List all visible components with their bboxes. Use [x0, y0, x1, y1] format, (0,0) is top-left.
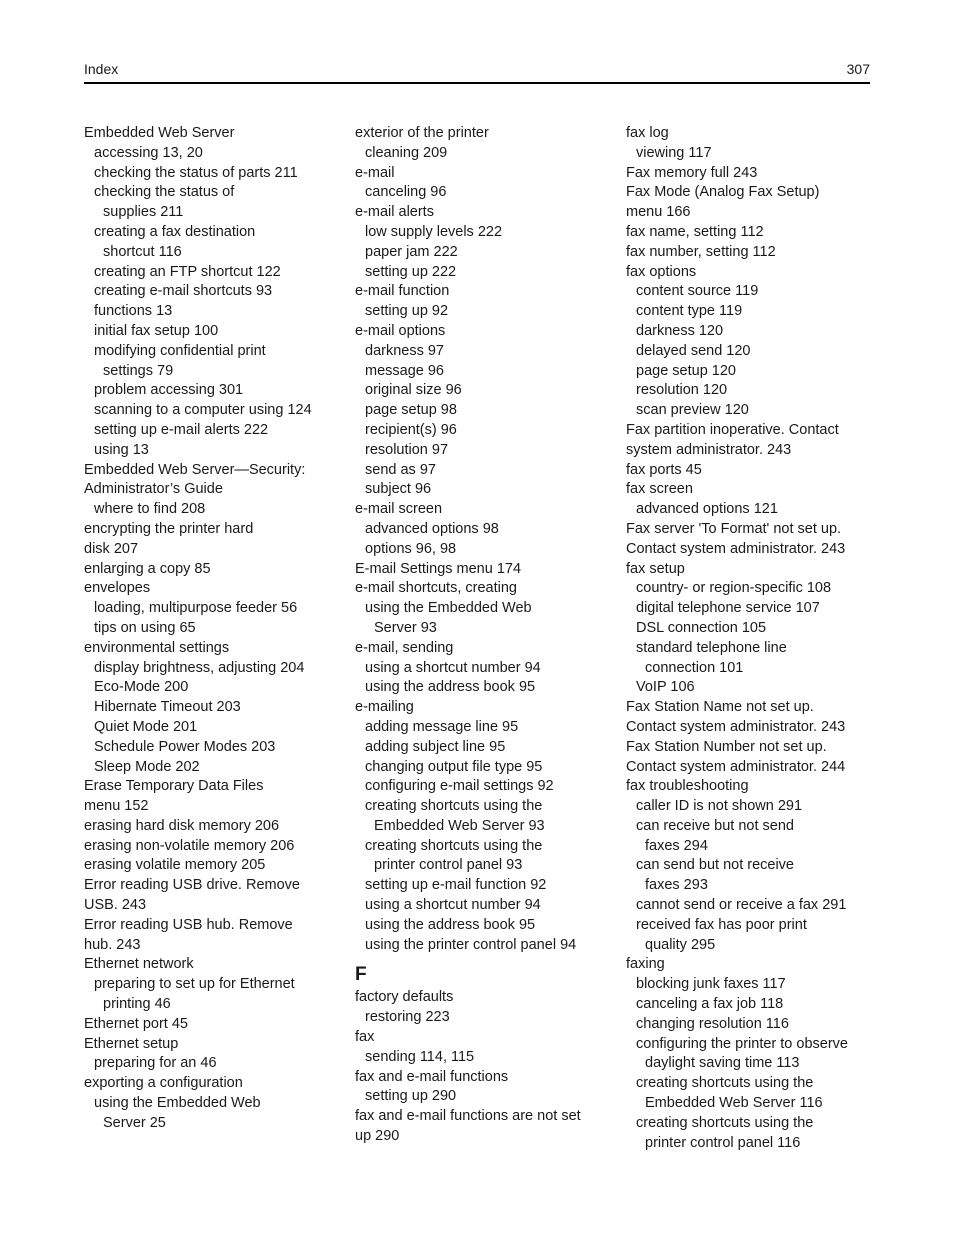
index-entry: Ethernet network [84, 956, 194, 973]
index-subentry: configuring the printer to observe [636, 1035, 848, 1052]
index-subentry: creating shortcuts using the [636, 1114, 814, 1131]
index-entry: Fax partition inoperative. Contact [626, 421, 839, 438]
index-subentry: printing 46 [103, 996, 171, 1013]
index-subentry: original size 96 [365, 382, 462, 399]
index-subentry: received fax has poor print [636, 916, 807, 933]
index-section-letter: F [355, 964, 367, 986]
index-entry: E-mail Settings menu 174 [355, 560, 522, 577]
index-subentry: initial fax setup 100 [94, 322, 219, 339]
index-subentry: setting up 222 [365, 263, 457, 280]
index-subentry: accessing 13, 20 [94, 144, 203, 161]
index-entry: hub. 243 [84, 936, 141, 953]
index-subentry: Sleep Mode 202 [94, 758, 200, 775]
index-subentry: preparing to set up for Ethernet [94, 976, 295, 993]
index-subentry: restoring 223 [365, 1009, 450, 1026]
index-entry: e-mail alerts [355, 204, 434, 221]
index-subentry: changing resolution 116 [636, 1015, 789, 1032]
index-subentry: printer control panel 116 [645, 1134, 801, 1151]
index-subentry: Embedded Web Server 116 [645, 1095, 823, 1112]
index-subentry: faxes 293 [645, 877, 708, 894]
index-entry: fax and e-mail functions are not set [355, 1108, 581, 1125]
index-subentry: Server 25 [103, 1114, 166, 1131]
index-entry: disk 207 [84, 540, 139, 557]
index-subentry: Quiet Mode 201 [94, 718, 198, 735]
index-entry: Contact system administrator. 243 [626, 540, 846, 557]
index-entry: e-mail [355, 164, 395, 181]
index-subentry: can send but not receive [636, 857, 794, 874]
index-subentry: darkness 120 [636, 322, 724, 339]
index-subentry: options 96, 98 [365, 540, 457, 557]
index-entry: Error reading USB drive. Remove [84, 877, 300, 894]
index-subentry: Schedule Power Modes 203 [94, 738, 276, 755]
index-subentry: sending 114, 115 [365, 1048, 475, 1065]
index-subentry: low supply levels 222 [365, 223, 503, 240]
index-entry: exterior of the printer [355, 125, 489, 141]
index-subentry: setting up 92 [365, 303, 449, 320]
index-subentry: blocking junk faxes 117 [636, 976, 786, 993]
index-subentry: page setup 98 [365, 402, 457, 419]
index-subentry: using the address book 95 [365, 916, 536, 933]
index-entry: Fax memory full 243 [626, 164, 758, 181]
index-subentry: where to find 208 [94, 501, 206, 518]
index-subentry: advanced options 98 [365, 520, 499, 537]
index-subentry: delayed send 120 [636, 342, 751, 359]
index-subentry: content type 119 [636, 303, 743, 320]
index-subentry: VoIP 106 [636, 679, 695, 696]
section-title: Index [84, 61, 119, 77]
index-subentry: cleaning 209 [365, 144, 448, 161]
index-entry: fax number, setting 112 [626, 243, 776, 260]
index-subentry: using a shortcut number 94 [365, 897, 541, 914]
page-number: 307 [846, 61, 870, 77]
index-entry: e-mail shortcuts, creating [355, 580, 517, 597]
index-subentry: tips on using 65 [94, 619, 196, 636]
index-subentry: printer control panel 93 [374, 857, 523, 874]
index-subentry: adding subject line 95 [365, 738, 506, 755]
index-subentry: using the address book 95 [365, 679, 536, 696]
index-subentry: daylight saving time 113 [645, 1055, 800, 1072]
index-entry: fax name, setting 112 [626, 223, 764, 240]
index-subentry: canceling 96 [365, 184, 447, 201]
index-entry: fax ports 45 [626, 461, 702, 478]
index-entry: envelopes [84, 580, 151, 597]
index-subentry: Server 93 [374, 619, 437, 636]
index-entry: e-mail screen [355, 501, 443, 518]
index-entry: fax log [626, 125, 669, 141]
index-subentry: DSL connection 105 [636, 619, 767, 636]
index-subentry: creating e-mail shortcuts 93 [94, 283, 273, 300]
index-subentry: setting up 290 [365, 1088, 457, 1105]
index-entry: Erase Temporary Data Files [84, 778, 264, 795]
index-subentry: supplies 211 [103, 204, 184, 221]
index-entry: faxing [626, 956, 665, 973]
index-entry: fax screen [626, 481, 693, 498]
index-entry: fax [355, 1029, 375, 1046]
index-subentry: quality 295 [645, 936, 716, 953]
index-subentry: checking the status of [94, 184, 235, 201]
index-subentry: scanning to a computer using 124 [94, 402, 312, 419]
index-subentry: Hibernate Timeout 203 [94, 699, 241, 716]
index-entry: enlarging a copy 85 [84, 560, 211, 577]
index-entry: Ethernet setup [84, 1035, 179, 1052]
index-subentry: send as 97 [365, 461, 436, 478]
index-subentry: using 13 [94, 441, 149, 458]
index-entry: e-mail options [355, 322, 446, 339]
index-subentry: Embedded Web Server 93 [374, 817, 545, 834]
index-subentry: preparing for an 46 [94, 1055, 217, 1072]
index-entry: Fax Station Name not set up. [626, 699, 814, 716]
index-subentry: functions 13 [94, 303, 173, 320]
index-entry: menu 166 [626, 204, 691, 221]
index-subentry: display brightness, adjusting 204 [94, 659, 305, 676]
index-subentry: scan preview 120 [636, 402, 749, 419]
index-column-2 [355, 124, 610, 1147]
index-subentry: subject 96 [365, 481, 432, 498]
index-subentry: problem accessing 301 [94, 382, 244, 399]
index-subentry: resolution 97 [365, 441, 449, 458]
index-subentry: using the Embedded Web [365, 600, 532, 617]
index-subentry: can receive but not send [636, 817, 794, 834]
index-entry: e-mailing [355, 699, 414, 716]
index-entry: Embedded Web Server—Security: [84, 461, 306, 478]
index-entry: e-mail function [355, 283, 450, 300]
index-subentry: resolution 120 [636, 382, 728, 399]
index-subentry: setting up e-mail function 92 [365, 877, 547, 894]
index-column-1 [84, 124, 339, 1134]
index-entry: Administrator’s Guide [84, 481, 223, 498]
index-entry: up 290 [355, 1128, 400, 1145]
index-subentry: standard telephone line [636, 639, 787, 656]
index-entry: encrypting the printer hard [84, 520, 254, 537]
index-entry: fax troubleshooting [626, 778, 749, 795]
page-header [84, 58, 870, 84]
index-subentry: checking the status of parts 211 [94, 164, 298, 181]
index-subentry: Eco-Mode 200 [94, 679, 189, 696]
index-subentry: using a shortcut number 94 [365, 659, 541, 676]
index-entry: Embedded Web Server [84, 125, 235, 141]
index-subentry: setting up e-mail alerts 222 [94, 421, 269, 438]
index-subentry: adding message line 95 [365, 718, 519, 735]
index-subentry: using the Embedded Web [94, 1095, 261, 1112]
index-subentry: message 96 [365, 362, 444, 379]
index-column-3 [626, 124, 881, 1153]
index-subentry: changing output file type 95 [365, 758, 543, 775]
index-subentry: darkness 97 [365, 342, 444, 359]
index-subentry: advanced options 121 [636, 501, 778, 518]
index-subentry: cannot send or receive a fax 291 [636, 897, 847, 914]
index-subentry: caller ID is not shown 291 [636, 798, 803, 815]
index-subentry: loading, multipurpose feeder 56 [94, 600, 298, 617]
index-entry: Error reading USB hub. Remove [84, 916, 293, 933]
index-entry: fax and e-mail functions [355, 1068, 509, 1085]
index-subentry: country- or region-specific 108 [636, 580, 832, 597]
index-entry: Ethernet port 45 [84, 1015, 188, 1032]
index-subentry: using the printer control panel 94 [365, 936, 577, 953]
index-subentry: modifying confidential print [94, 342, 266, 359]
index-entry: Contact system administrator. 244 [626, 758, 846, 775]
index-entry: USB. 243 [84, 897, 147, 914]
index-subentry: creating a fax destination [94, 223, 256, 240]
index-subentry: creating shortcuts using the [365, 798, 543, 815]
index-subentry: content source 119 [636, 283, 759, 300]
index-entry: Contact system administrator. 243 [626, 718, 846, 735]
index-entry: Fax Mode (Analog Fax Setup) [626, 184, 820, 201]
index-subentry: paper jam 222 [365, 243, 458, 260]
index-entry: fax setup [626, 560, 685, 577]
index-subentry: connection 101 [645, 659, 744, 676]
index-entry: environmental settings [84, 639, 230, 656]
index-entry: erasing non-volatile memory 206 [84, 837, 295, 854]
index-subentry: viewing 117 [636, 144, 712, 161]
index-entry: Fax server 'To Format' not set up. [626, 520, 842, 537]
index-subentry: faxes 294 [645, 837, 708, 854]
index-subentry: creating an FTP shortcut 122 [94, 263, 281, 280]
index-entry: erasing volatile memory 205 [84, 857, 266, 874]
index-subentry: digital telephone service 107 [636, 600, 820, 617]
index-subentry: shortcut 116 [103, 243, 182, 260]
index-entry: system administrator. 243 [626, 441, 792, 458]
index-entry: Fax Station Number not set up. [626, 738, 827, 755]
index-subentry: creating shortcuts using the [365, 837, 543, 854]
index-subentry: settings 79 [103, 362, 174, 379]
index-subentry: creating shortcuts using the [636, 1075, 814, 1092]
index-entry: menu 152 [84, 798, 149, 815]
index-entry: fax options [626, 263, 697, 280]
index-entry: erasing hard disk memory 206 [84, 817, 280, 834]
index-subentry: recipient(s) 96 [365, 421, 457, 438]
index-entry: factory defaults [355, 989, 454, 1006]
index-subentry: configuring e-mail settings 92 [365, 778, 554, 795]
index-subentry: page setup 120 [636, 362, 736, 379]
index-subentry: canceling a fax job 118 [636, 996, 784, 1013]
index-entry: exporting a configuration [84, 1075, 243, 1092]
index-entry: e-mail, sending [355, 639, 454, 656]
